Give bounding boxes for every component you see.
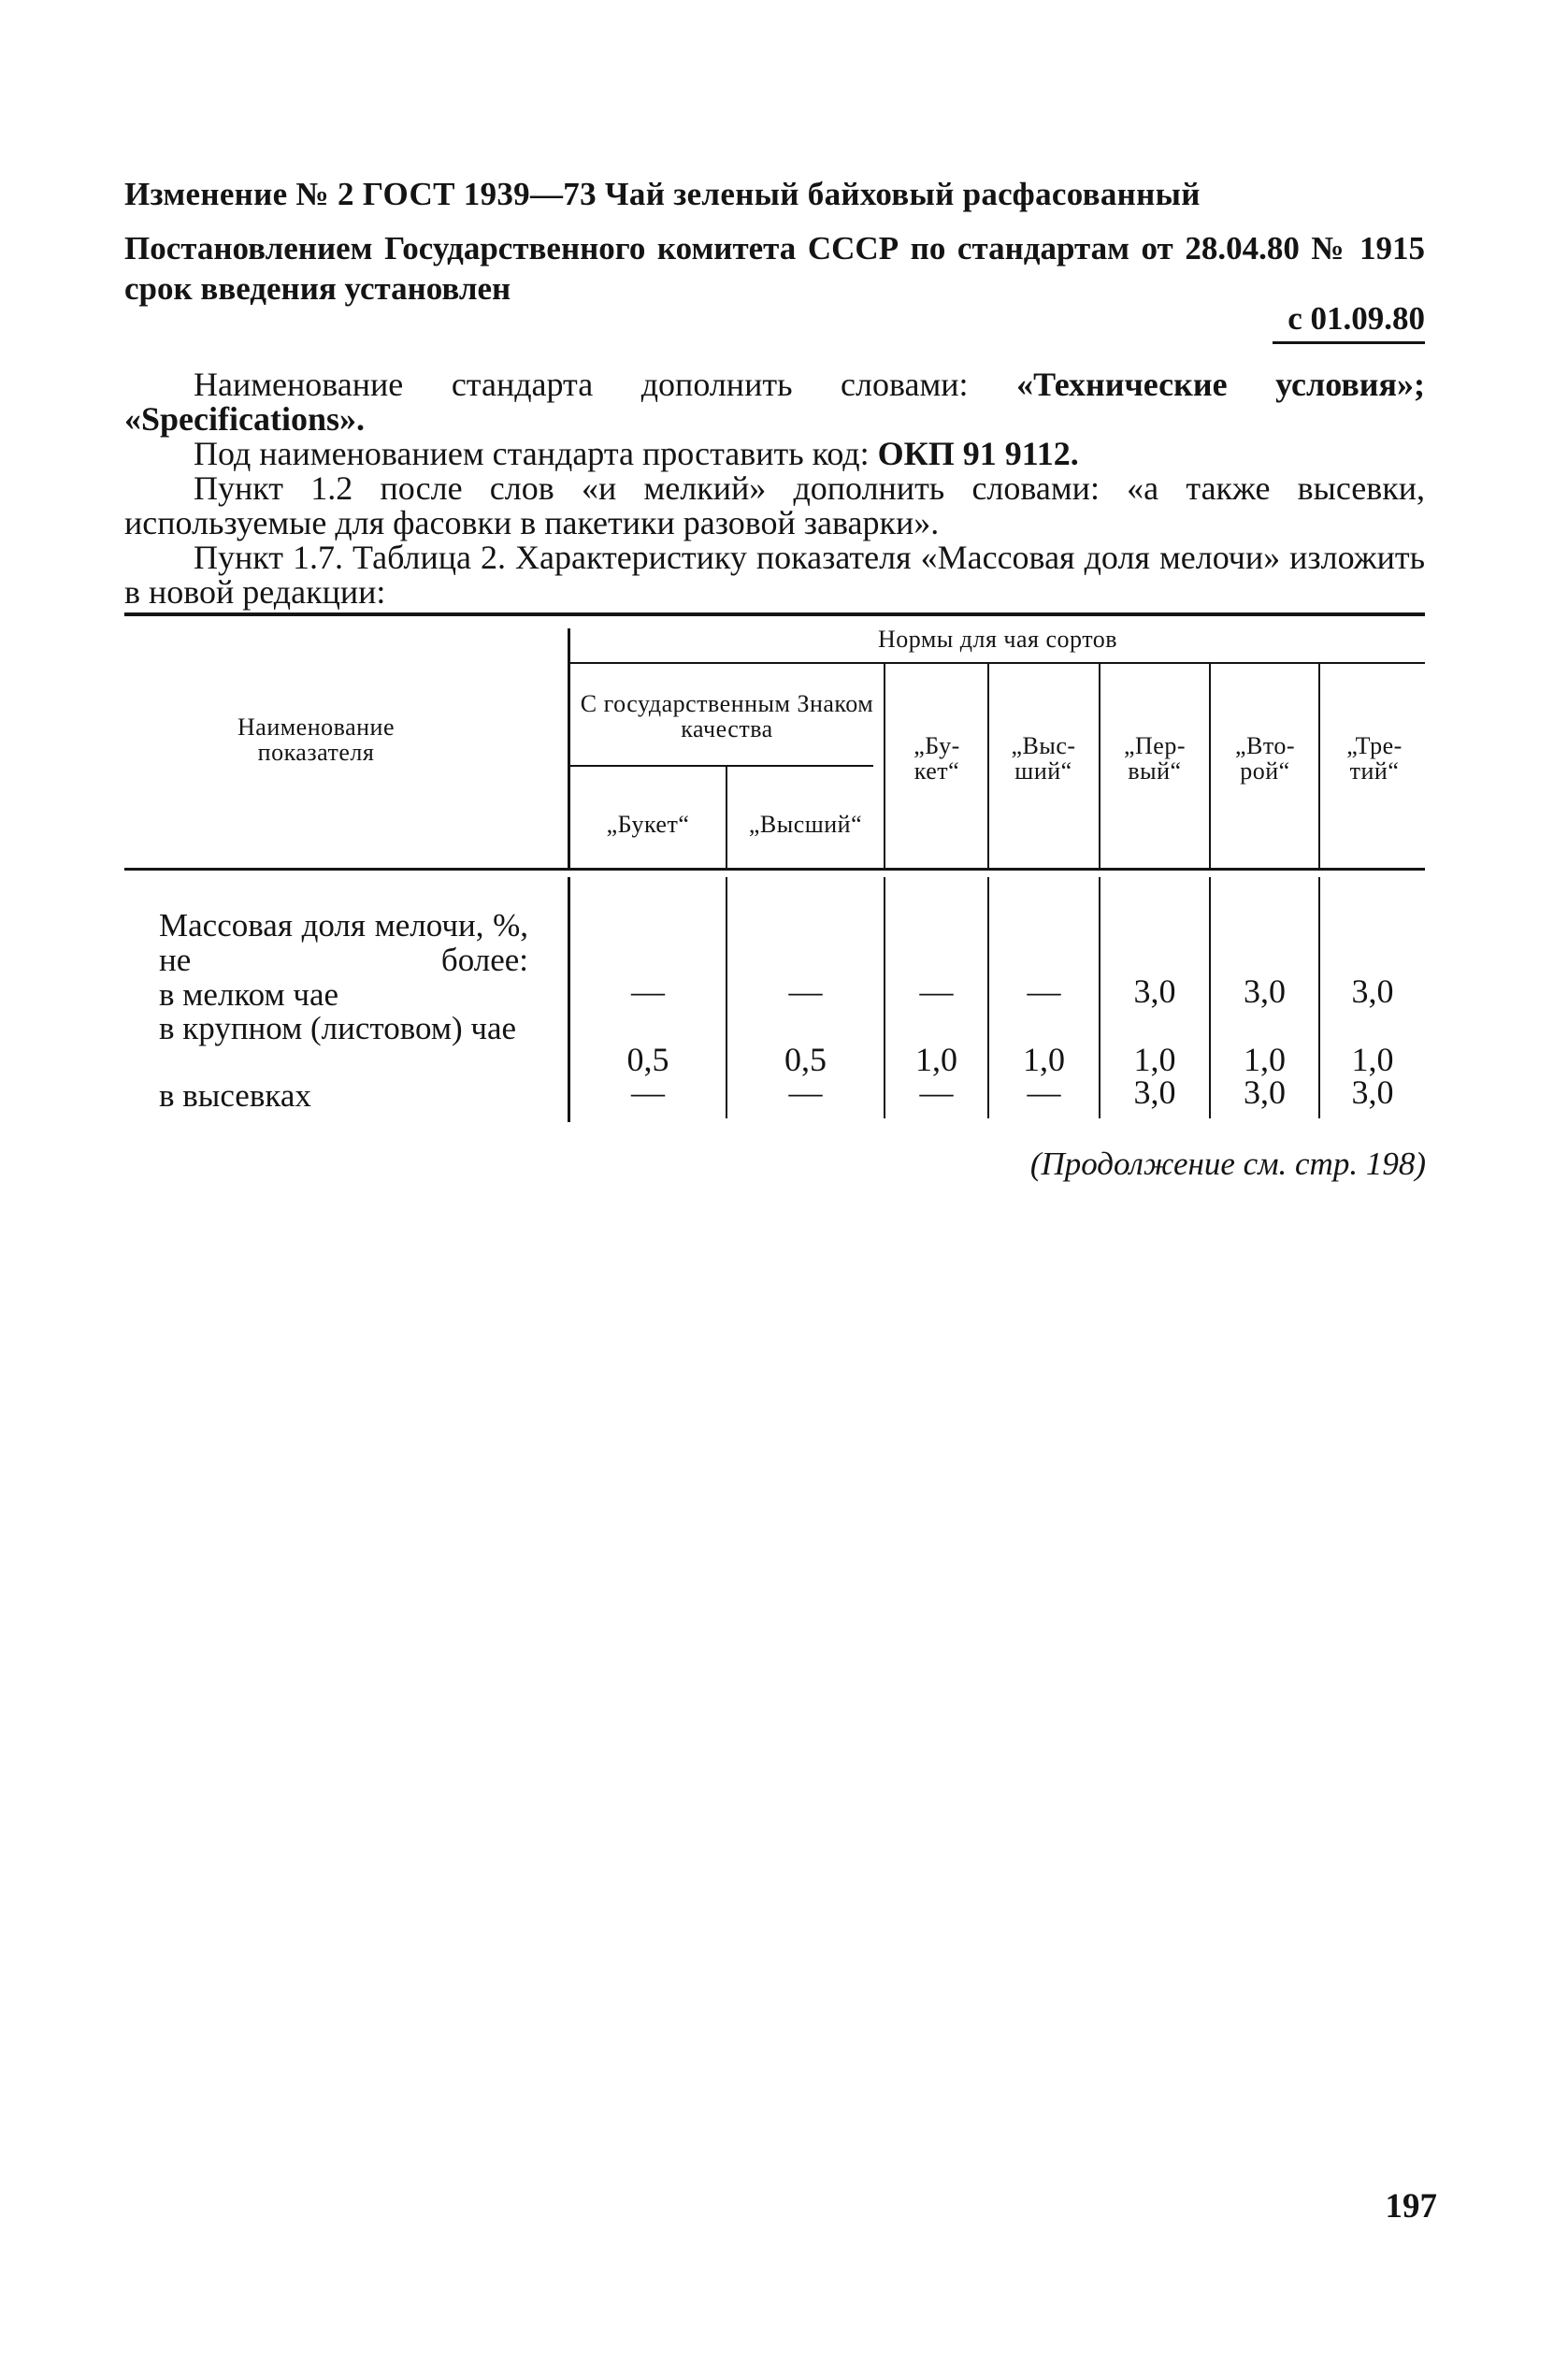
header-indicator: Наименование показателя <box>237 713 395 766</box>
effective-date: с 01.09.80 <box>1287 300 1425 337</box>
col-header-tretiy: „Тре-тий“ <box>1346 732 1403 785</box>
table-top-rule <box>124 612 1425 616</box>
cell-large-tea-6: 1,0 <box>1351 1041 1394 1078</box>
paragraph-code-text: Под наименованием стандарта проставить код: <box>194 435 878 472</box>
col-header-vtoroy: „Вто-рой“ <box>1234 732 1296 785</box>
body-col-rule-3 <box>987 877 989 1118</box>
page-number: 197 <box>1385 2187 1437 2226</box>
cell-large-tea-0: 0,5 <box>626 1041 669 1078</box>
cell-small-tea-6: 3,0 <box>1351 973 1394 1010</box>
continued-note: (Продолжение см. стр. 198) <box>1029 1145 1426 1182</box>
col-header-buket: „Бу-кет“ <box>913 732 960 785</box>
document-title: Изменение № 2 ГОСТ 1939—73 Чай зеленый байховый расфасованный <box>124 176 1201 212</box>
col-rule-1 <box>726 765 727 868</box>
cell-small-tea-2: — <box>919 973 954 1010</box>
col-header-buket-quality: „Букет“ <box>606 811 690 838</box>
effective-date-underline <box>1273 341 1425 344</box>
paragraph-clause-1-2: Пункт 1.2 после слов «и мелкий» дополнить словами: «а также высевки, используемые для фасовки в пакетики разовой заварки». <box>124 469 1425 541</box>
quality-mark-underline-rule <box>568 765 873 767</box>
cell-small-tea-0: — <box>631 973 665 1010</box>
cell-siftings-1: — <box>788 1073 823 1111</box>
amendment-body <box>124 367 1425 610</box>
cell-siftings-0: — <box>631 1073 665 1111</box>
cell-large-tea-2: 1,0 <box>915 1041 957 1078</box>
cell-siftings-5: 3,0 <box>1244 1073 1286 1111</box>
cell-large-tea-3: 1,0 <box>1023 1041 1065 1078</box>
cell-small-tea-1: — <box>788 973 823 1010</box>
paragraph-code-bold: ОКП 91 9112. <box>877 435 1079 472</box>
body-col-rule-indicator <box>568 877 570 1122</box>
cell-siftings-3: — <box>1027 1073 1061 1111</box>
cell-large-tea-5: 1,0 <box>1244 1041 1286 1078</box>
cell-siftings-6: 3,0 <box>1351 1073 1394 1111</box>
col-rule-indicator <box>568 628 570 868</box>
cell-small-tea-4: 3,0 <box>1133 973 1176 1010</box>
paragraph-standard-name-bold: «Технические условия»; «Specifications». <box>124 366 1425 438</box>
paragraph-code <box>124 437 1425 471</box>
row-label-small-tea: в мелком чае <box>159 976 339 1013</box>
cell-small-tea-5: 3,0 <box>1244 973 1286 1010</box>
paragraph-clause-1-7: Пункт 1.7. Таблица 2. Характеристику показателя «Массовая доля мелочи» изложить в новой редакции: <box>124 539 1425 611</box>
header-quality-mark: С государственным Знаком качества <box>580 690 874 742</box>
body-col-rule-6 <box>1318 877 1320 1118</box>
col-header-perviy: „Пер-вый“ <box>1123 732 1186 785</box>
body-col-rule-4 <box>1099 877 1100 1118</box>
col-header-vysshiy-quality: „Высший“ <box>748 811 863 838</box>
col-header-vysshiy: „Выс-ший“ <box>1011 732 1076 785</box>
cell-small-tea-3: — <box>1027 973 1061 1010</box>
paragraph-standard-name <box>124 367 1425 437</box>
col-rule-4 <box>1099 664 1100 868</box>
col-rule-3 <box>987 664 989 868</box>
row-label-mass-fraction: Массовая доля мелочи, %, не более: <box>159 907 528 978</box>
body-col-rule-5 <box>1209 877 1211 1118</box>
decree-statement: Постановлением Государственного комитета СССР по стандартам от 28.04.80 № 1915 срок введения установлен <box>124 230 1425 307</box>
paragraph-standard-name-text: Наименование стандарта дополнить словами: <box>194 366 1017 403</box>
norms-underline-rule <box>568 662 1425 664</box>
cell-large-tea-1: 0,5 <box>784 1041 827 1078</box>
row-label-large-tea: в крупном (листовом) чае <box>159 1010 517 1046</box>
row-label-siftings: в высевках <box>159 1077 311 1114</box>
col-rule-6 <box>1318 664 1320 868</box>
col-rule-5 <box>1209 664 1211 868</box>
header-bottom-rule <box>124 868 1425 871</box>
body-col-rule-2 <box>884 877 885 1118</box>
col-rule-2 <box>884 664 885 868</box>
header-norms: Нормы для чая сортов <box>877 626 1118 653</box>
body-col-rule-1 <box>726 877 727 1118</box>
cell-siftings-4: 3,0 <box>1133 1073 1176 1111</box>
cell-siftings-2: — <box>919 1073 954 1111</box>
cell-large-tea-4: 1,0 <box>1133 1041 1176 1078</box>
